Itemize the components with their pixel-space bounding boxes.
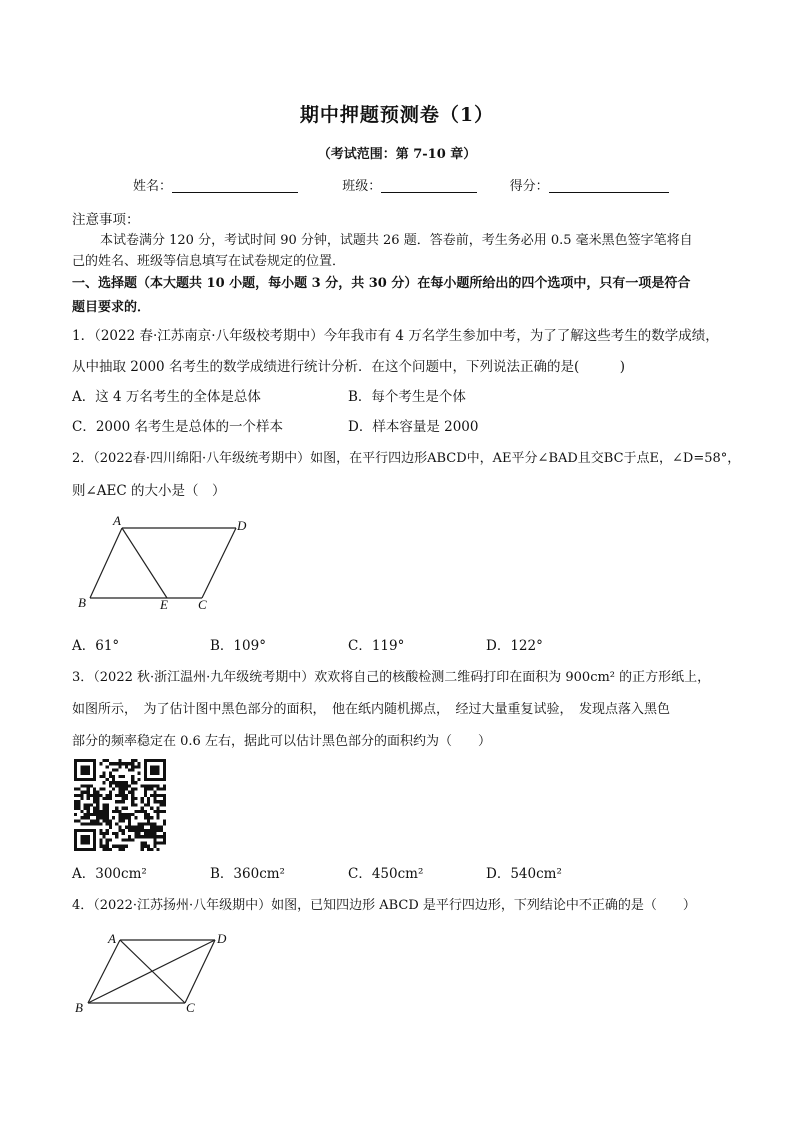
q3-option-a[interactable]: A．300cm² (72, 866, 147, 882)
q1-option-c[interactable]: C．2000 名考生是总体的一个样本 (72, 419, 283, 435)
q3-option-d[interactable]: D．540cm² (486, 866, 562, 882)
q3-stem-line-3: 部分的频率稳定在 0.6 左右，据此可以估计黑色部分的面积约为（ ） (72, 734, 491, 749)
q1-stem-line-2: 从中抽取 2000 名考生的数学成绩进行统计分析．在这个问题中，下列说法正确的是( ) (72, 359, 625, 375)
vertex-label-b: B (75, 1000, 83, 1015)
exam-scope: （考试范围：第 7-10 章） (317, 147, 477, 162)
q4-stem-line-1: 4．（2022·江苏扬州·八年级期中）如图，已知四边形 ABCD 是平行四边形，下列结论中不正确的是（ ） (72, 898, 696, 913)
name-label: 姓名： (133, 179, 173, 194)
q2-option-c[interactable]: C．119° (348, 638, 405, 654)
vertex-label-d: D (237, 518, 247, 533)
side-dc (185, 940, 215, 1003)
name-blank[interactable] (172, 178, 298, 193)
page-title: 期中押题预测卷（1） (299, 104, 495, 126)
score-label: 得分： (509, 179, 549, 194)
q2-option-a[interactable]: A．61° (72, 638, 120, 654)
q2-option-b[interactable]: B．109° (210, 638, 266, 654)
qr-code-image (74, 759, 166, 851)
q1-option-a[interactable]: A．这 4 万名考生的全体是总体 (72, 389, 261, 405)
vertex-label-c: C (198, 597, 207, 612)
q1-option-b[interactable]: B．每个考生是个体 (348, 389, 466, 405)
q4-parallelogram-figure (70, 928, 240, 1016)
notice-line-1: 本试卷满分 120 分，考试时间 90 分钟，试题共 26 题．答卷前，考生务必用 0.5 毫米黑色签字笔将自 (100, 233, 693, 248)
section-heading-line-1: 一、选择题（本大题共 10 小题，每小题 3 分，共 30 分）在每小题所给出的四个选项中，只有一项是符合 (72, 276, 691, 291)
vertex-label-d: D (217, 931, 227, 946)
class-blank[interactable] (381, 178, 477, 193)
side-dc (202, 528, 236, 598)
diagonal-bd (88, 940, 215, 1003)
vertex-label-a: A (108, 931, 116, 946)
q3-option-b[interactable]: B．360cm² (210, 866, 285, 882)
class-label: 班级： (342, 179, 382, 194)
vertex-label-c: C (186, 1000, 195, 1015)
vertex-label-a: A (113, 513, 121, 528)
vertex-label-e: E (160, 597, 168, 612)
q2-option-d[interactable]: D．122° (486, 638, 543, 654)
vertex-label-b: B (78, 595, 86, 610)
side-ba (90, 528, 122, 598)
q2-stem-line-1: 2．（2022春·四川绵阳·八年级统考期中）如图，在平行四边形ABCD中，AE平分∠BAD且交BC于点E，∠D=58°， (72, 451, 741, 466)
q3-stem-line-2: 如图所示， 为了估计图中黑色部分的面积， 他在纸内随机掷点， 经过大量重复试验， 发现点落入黑色 (72, 702, 671, 717)
section-heading-line-2: 题目要求的． (72, 300, 151, 315)
q3-option-c[interactable]: C．450cm² (348, 866, 424, 882)
q1-stem-line-1: 1．（2022 春·江苏南京·八年级校考期中）今年我市有 4 万名学生参加中考，为了了解这些考生的数学成绩， (72, 328, 719, 344)
q2-parallelogram-figure (70, 512, 260, 614)
q3-stem-line-1: 3．（2022 秋·浙江温州·九年级统考期中）欢欢将自己的核酸检测二维码打印在面积为 900cm² 的正方形纸上， (72, 670, 711, 685)
q1-option-d[interactable]: D．样本容量是 2000 (348, 419, 479, 435)
q2-stem-line-2: 则∠AEC 的大小是（ ） (72, 483, 226, 499)
notice-line-2: 己的姓名、班级等信息填写在试卷规定的位置． (72, 254, 346, 269)
segment-ae (122, 528, 167, 598)
score-blank[interactable] (549, 178, 669, 193)
side-ba (88, 940, 120, 1003)
student-info-row (133, 175, 669, 194)
notice-heading: 注意事项： (72, 212, 140, 228)
